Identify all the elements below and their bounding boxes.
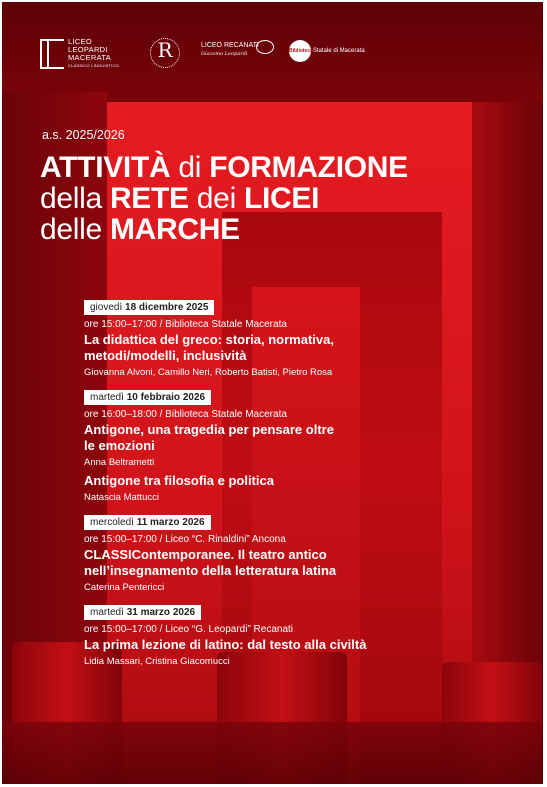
seal-ring-icon [150, 38, 180, 68]
event-item [84, 602, 524, 667]
talk-speakers: Giovanna Alvoni, Camillo Neri, Roberto Batisti, Pietro Rosa [84, 367, 333, 378]
liceo-leopardi-logo [40, 38, 119, 70]
event-time-place: ore 15:00–17:00 / Biblioteca Statale Macerata [84, 319, 287, 330]
event-date: 11 marzo 2026 [136, 517, 205, 528]
event-date-badge [84, 515, 211, 530]
title-word: della [40, 182, 102, 215]
event-weekday: martedì [90, 607, 124, 618]
event-weekday: giovedì [90, 302, 123, 313]
seal-letter: R [157, 38, 173, 62]
event-item [84, 387, 524, 503]
event-time-place: ore 15:00–17:00 / Liceo “C. Rinaldini” Ancona [84, 534, 286, 545]
title-word: FORMAZIONE [209, 151, 408, 184]
talk-title: Antigone, una tragedia per pensare oltre le emozioni [84, 422, 334, 453]
poster [2, 2, 543, 784]
event-list [84, 297, 524, 676]
biblioteca-statale-logo [289, 40, 365, 62]
logo-leopardi-line1: LICEO [68, 37, 93, 46]
biblioteca-circle: Biblioteca [289, 40, 311, 62]
talk-speakers: Caterina Pentericci [84, 582, 165, 593]
event-weekday: martedì [90, 392, 124, 403]
title-word: RETE [109, 182, 189, 215]
event-date: 31 marzo 2026 [126, 607, 196, 618]
biblioteca-text: Statale di Macerata [313, 48, 365, 54]
logo-recanati-line2: Giacomo Leopardi [201, 51, 248, 57]
talk-speakers: Lidia Massari, Cristina Giacomucci [84, 656, 230, 667]
talk-speakers: Natascia Mattucci [84, 492, 159, 503]
talk-speakers: Anna Beltrametti [84, 457, 155, 468]
event-date: 18 dicembre 2025 [125, 302, 209, 313]
event-date-badge [84, 390, 211, 405]
rinaldini-seal-logo [150, 38, 180, 68]
logo-leopardi-sub: CLASSICO LINGUISTICO [68, 63, 119, 68]
title-word: ATTIVITÀ [40, 151, 171, 184]
talk-title: Antigone tra filosofia e politica [84, 473, 274, 488]
event-date: 10 febbraio 2026 [126, 392, 206, 403]
title-word: delle [40, 213, 102, 246]
title-word: di [178, 151, 202, 184]
school-year: a.s. 2025/2026 [42, 128, 125, 142]
event-item [84, 512, 524, 593]
liceo-leopardi-mark-icon [40, 39, 64, 69]
logo-bar [2, 32, 543, 72]
page-title [40, 152, 408, 245]
event-date-badge [84, 300, 214, 315]
infinity-knot-icon [256, 40, 274, 54]
logo-leopardi-line2: LEOPARDI [68, 45, 108, 54]
talk-title: CLASSIContemporanee. Il teatro antico nell’insegnamento della letteratura latina [84, 547, 337, 578]
event-item [84, 297, 524, 378]
event-time-place: ore 15:00–17:00 / Liceo “G. Leopardi” Recanati [84, 624, 294, 635]
event-weekday: mercoledì [90, 517, 134, 528]
floor-shadow [2, 722, 543, 784]
talk-title: La didattica del greco: storia, normativa, metodi/modelli, inclusività [84, 332, 334, 363]
title-word: dei [196, 182, 236, 215]
event-time-place: ore 16:00–18:00 / Biblioteca Statale Macerata [84, 409, 287, 420]
logo-leopardi-line3: MACERATA [68, 53, 111, 62]
title-word: LICEI [243, 182, 320, 215]
talk-title: La prima lezione di latino: dal testo alla civiltà [84, 637, 367, 652]
event-date-badge [84, 605, 201, 620]
liceo-recanati-logo [201, 42, 259, 58]
logo-recanati-line1: LICEO RECANATI [201, 42, 259, 49]
title-word: MARCHE [109, 213, 240, 246]
